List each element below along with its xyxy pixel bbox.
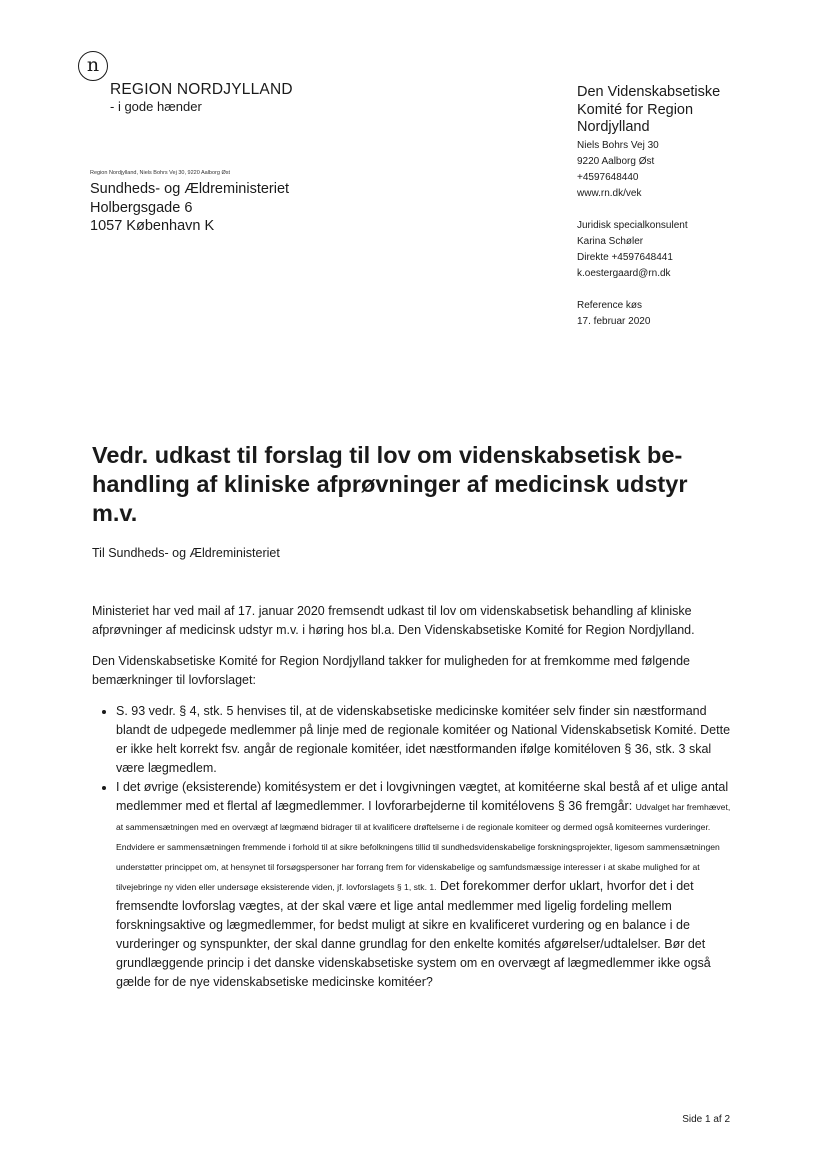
committee-line-2: Komité for Region bbox=[577, 101, 694, 118]
region-logo-icon: n bbox=[78, 51, 108, 81]
recipient-city: 1057 København K bbox=[90, 218, 215, 234]
committee-city: 9220 Aalborg Øst bbox=[577, 156, 655, 167]
contact-name: Karina Schøler bbox=[577, 236, 644, 247]
logo-name: REGION NORDJYLLAND bbox=[110, 81, 293, 98]
remark-2-outro: Det forekommer derfor uklart, hvorfor det i det fremsendte lovforslag vægtes, at der skal være et lige antal medlemmer med ligelig fordeling mellem forskningsaktive og lægmedlemmer, for bedst muligt at sikre en kvalificeret vurdering og en balance i de vurderinger og synspunkter, der skal danne grundlag for den enkelte komités afgørelser/udtalelser. Bør det grundlæggende princip i det danske videnskabsetiske system om en overvægt af lægmedlemmer ikke også gælde for de nye videnskabsetiske medicinske komitéer? bbox=[116, 879, 711, 989]
salutation: Til Sundheds- og Ældreministeriet bbox=[92, 546, 280, 560]
committee-address bbox=[577, 138, 659, 202]
logo-tagline: - i gode hænder bbox=[110, 99, 202, 114]
recipient-address bbox=[90, 180, 289, 236]
recipient-name: Sundheds- og Ældreministeriet bbox=[90, 181, 290, 197]
recipient-street: Holbergsgade 6 bbox=[90, 199, 193, 216]
remarks-list bbox=[92, 702, 737, 992]
letter-body bbox=[92, 602, 737, 992]
contact-email: k.oestergaard@rn.dk bbox=[577, 268, 671, 279]
contact-direct: Direkte +4597648441 bbox=[577, 252, 673, 263]
contact-title: Juridisk specialkonsulent bbox=[577, 220, 688, 231]
reference-block bbox=[577, 298, 650, 330]
paragraph-2: Den Videnskabsetiske Komité for Region Nordjylland takker for muligheden for at fremkomme med følgende bemærkninger til lovforslaget: bbox=[92, 654, 690, 687]
letter-date: 17. februar 2020 bbox=[577, 316, 651, 327]
committee-web: www.rn.dk/vek bbox=[577, 188, 642, 199]
reference-code: Reference køs bbox=[577, 300, 643, 311]
committee-name bbox=[577, 84, 777, 137]
paragraph-1: Ministeriet har ved mail af 17. januar 2020 fremsendt udkast til lov om videnskabsetisk behandling af kliniske afprøvninger af medicinsk udstyr m.v. i høring hos bl.a. Den Videnskabsetiske Komité for Region Nordjylland. bbox=[92, 604, 695, 637]
committee-line-3: Nordjylland bbox=[577, 119, 650, 135]
committee-street: Niels Bohrs Vej 30 bbox=[577, 140, 659, 151]
page-number: Side 1 af 2 bbox=[682, 1114, 730, 1125]
remark-item-1 bbox=[116, 702, 737, 778]
committee-phone: +4597648440 bbox=[577, 172, 639, 183]
remark-2-intro: I det øvrige (eksisterende) komitésystem er det i lovgivningen vægtet, at komitéerne skal bestå af et ulige antal medlemmer med et flertal af lægmedlemmer. I lovforarbejderne til komitélovens § 36 fremgår: bbox=[116, 780, 729, 813]
contact-block bbox=[577, 218, 688, 282]
remark-1-text: S. 93 vedr. § 4, stk. 5 henvises til, at de videnskabsetiske medicinske komitéer selv finder sin næstformand blandt de udpegede medlemmer på linje med de regionale komitéer og National Videnskabsetisk Komité. Dette er ikke helt korrekt fsv. angår de regionale komitéer, idet næstformanden ifølge komitéloven § 36, stk. 3 skal være lægmedlem. bbox=[116, 704, 731, 775]
sender-address-line: Region Nordjylland, Niels Bohrs Vej 30, 9220 Aalborg Øst bbox=[90, 170, 231, 176]
letter-heading: Vedr. udkast til forslag til lov om videnskabsetisk be-handling af kliniske afprøvninger af medicinsk udstyr m.v. bbox=[92, 442, 688, 526]
committee-line-1: Den Videnskabsetiske bbox=[577, 84, 721, 100]
remark-item-2 bbox=[116, 778, 737, 992]
remark-2-quote: Udvalget har fremhævet, at sammensætningen med en overvægt af lægmænd bidrager til at kvalificere drøftelserne i de regionale komiteer og dermed også komiteernes vurderinger. Endvidere er sammensætningen fremmende i forhold til at sikre befolkningens tillid til sundhedsvidenskabelige forskningsprojekter, ligesom sammensætningen understøtter princippet om, at hensynet til forsøgspersoner har forrang frem for videnskabelige og samfundsmæssige interesser i at skabe mulighed for at tilvejebringe ny viden eller undersøge eksisterende viden, jf. lovforslagets § 1, stk. 1. bbox=[116, 802, 731, 892]
